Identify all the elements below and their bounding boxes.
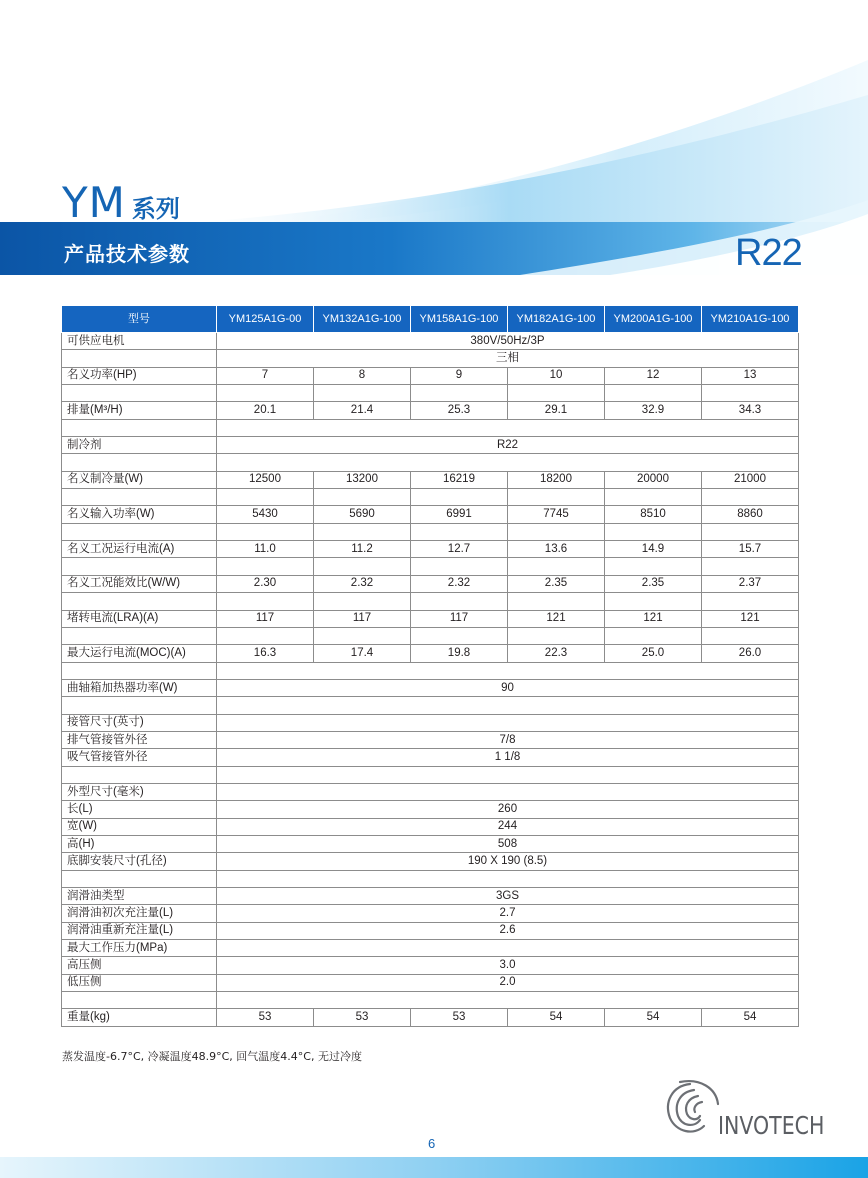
table-row	[62, 957, 799, 974]
row-value: 34.3	[702, 402, 799, 419]
row-label: 低压侧	[62, 974, 217, 991]
row-value	[605, 523, 702, 540]
header-model: YM132A1G-100	[314, 306, 411, 333]
table-row	[62, 471, 799, 488]
row-label	[62, 489, 217, 506]
row-shared-value: 三相	[217, 350, 799, 367]
row-shared-value: 2.6	[217, 922, 799, 939]
row-value: 8510	[605, 506, 702, 523]
row-value	[314, 523, 411, 540]
table-row	[62, 350, 799, 367]
table-row	[62, 367, 799, 384]
row-shared-value: 2.0	[217, 974, 799, 991]
row-value	[314, 385, 411, 402]
row-shared-value	[217, 697, 799, 714]
row-value: 22.3	[508, 645, 605, 662]
row-value	[508, 558, 605, 575]
row-value	[702, 558, 799, 575]
table-row	[62, 801, 799, 818]
table-row	[62, 506, 799, 523]
row-label: 底脚安装尺寸(孔径)	[62, 853, 217, 870]
row-shared-value: 7/8	[217, 731, 799, 748]
table-row	[62, 385, 799, 402]
row-value: 10	[508, 367, 605, 384]
row-value: 53	[314, 1009, 411, 1026]
row-shared-value: R22	[217, 437, 799, 454]
row-value	[702, 385, 799, 402]
row-label	[62, 992, 217, 1009]
header-model: YM158A1G-100	[411, 306, 508, 333]
row-value: 15.7	[702, 541, 799, 558]
row-value	[702, 523, 799, 540]
row-label: 堵转电流(LRA)(A)	[62, 610, 217, 627]
row-value	[217, 627, 314, 644]
row-value: 8860	[702, 506, 799, 523]
table-row	[62, 662, 799, 679]
row-shared-value: 1 1/8	[217, 749, 799, 766]
row-value: 121	[605, 610, 702, 627]
table-row	[62, 437, 799, 454]
row-value: 2.37	[702, 575, 799, 592]
row-label: 名义工况运行电流(A)	[62, 541, 217, 558]
row-label: 最大运行电流(MOC)(A)	[62, 645, 217, 662]
row-label: 润滑油初次充注量(L)	[62, 905, 217, 922]
row-value	[314, 558, 411, 575]
row-label	[62, 627, 217, 644]
row-value: 54	[702, 1009, 799, 1026]
row-value	[217, 593, 314, 610]
row-value: 16.3	[217, 645, 314, 662]
table-row	[62, 593, 799, 610]
test-conditions-note: 蒸发温度-6.7°C, 冷凝温度48.9°C, 回气温度4.4°C, 无过冷度	[62, 1050, 362, 1063]
table-row	[62, 558, 799, 575]
row-value: 7745	[508, 506, 605, 523]
table-row	[62, 783, 799, 800]
row-shared-value: 244	[217, 818, 799, 835]
row-value: 117	[314, 610, 411, 627]
row-shared-value	[217, 992, 799, 1009]
row-value: 6991	[411, 506, 508, 523]
row-value: 32.9	[605, 402, 702, 419]
row-value	[508, 489, 605, 506]
row-value	[314, 489, 411, 506]
row-value: 2.30	[217, 575, 314, 592]
row-label: 名义工况能效比(W/W)	[62, 575, 217, 592]
row-value: 2.32	[411, 575, 508, 592]
row-value	[605, 385, 702, 402]
row-value	[411, 593, 508, 610]
table-header-row	[62, 306, 799, 333]
header-model: YM125A1G-00	[217, 306, 314, 333]
table-row	[62, 992, 799, 1009]
table-row	[62, 402, 799, 419]
table-row	[62, 749, 799, 766]
table-row	[62, 766, 799, 783]
header-model: YM182A1G-100	[508, 306, 605, 333]
row-label: 曲轴箱加热器功率(W)	[62, 679, 217, 696]
row-shared-value: 2.7	[217, 905, 799, 922]
table-row	[62, 575, 799, 592]
row-label: 重量(kg)	[62, 1009, 217, 1026]
row-value: 53	[217, 1009, 314, 1026]
row-value: 54	[605, 1009, 702, 1026]
table-row	[62, 714, 799, 731]
row-value	[411, 385, 508, 402]
row-value: 19.8	[411, 645, 508, 662]
row-value	[605, 558, 702, 575]
row-shared-value	[217, 783, 799, 800]
table-row	[62, 870, 799, 887]
row-value: 2.32	[314, 575, 411, 592]
row-value: 121	[508, 610, 605, 627]
row-value	[411, 627, 508, 644]
table-row	[62, 905, 799, 922]
table-row	[62, 627, 799, 644]
row-shared-value: 508	[217, 835, 799, 852]
table-row	[62, 645, 799, 662]
row-label: 排量(M³/H)	[62, 402, 217, 419]
row-shared-value: 3.0	[217, 957, 799, 974]
row-shared-value	[217, 766, 799, 783]
row-shared-value	[217, 940, 799, 957]
row-value	[217, 489, 314, 506]
spec-table-body	[62, 333, 799, 1027]
row-value: 13.6	[508, 541, 605, 558]
table-row	[62, 922, 799, 939]
row-value: 21.4	[314, 402, 411, 419]
row-value: 14.9	[605, 541, 702, 558]
row-label: 名义功率(HP)	[62, 367, 217, 384]
row-label	[62, 419, 217, 436]
row-value: 2.35	[508, 575, 605, 592]
row-value	[605, 489, 702, 506]
row-label	[62, 697, 217, 714]
row-value: 9	[411, 367, 508, 384]
row-value: 13200	[314, 471, 411, 488]
row-label: 润滑油重新充注量(L)	[62, 922, 217, 939]
row-label: 排气管接管外径	[62, 731, 217, 748]
row-value: 20000	[605, 471, 702, 488]
header-model-label: 型号	[62, 306, 217, 333]
row-value: 117	[411, 610, 508, 627]
table-row	[62, 940, 799, 957]
row-value: 5430	[217, 506, 314, 523]
row-value: 16219	[411, 471, 508, 488]
table-row	[62, 454, 799, 471]
row-shared-value: 260	[217, 801, 799, 818]
row-label: 名义输入功率(W)	[62, 506, 217, 523]
row-label: 高(H)	[62, 835, 217, 852]
row-label	[62, 766, 217, 783]
series-suffix: 系列	[131, 195, 180, 223]
row-value	[314, 627, 411, 644]
row-shared-value	[217, 662, 799, 679]
row-value	[508, 523, 605, 540]
row-value: 5690	[314, 506, 411, 523]
row-label: 外型尺寸(毫米)	[62, 783, 217, 800]
row-value: 12	[605, 367, 702, 384]
row-shared-value	[217, 870, 799, 887]
row-shared-value	[217, 714, 799, 731]
row-value: 26.0	[702, 645, 799, 662]
row-shared-value: 190 X 190 (8.5)	[217, 853, 799, 870]
row-value: 7	[217, 367, 314, 384]
row-value	[605, 627, 702, 644]
row-shared-value	[217, 419, 799, 436]
table-row	[62, 1009, 799, 1026]
row-value	[217, 523, 314, 540]
row-label	[62, 454, 217, 471]
row-label: 吸气管接管外径	[62, 749, 217, 766]
row-value: 18200	[508, 471, 605, 488]
row-label: 最大工作压力(MPa)	[62, 940, 217, 957]
table-row	[62, 731, 799, 748]
row-value	[605, 593, 702, 610]
table-row	[62, 489, 799, 506]
row-value: 12500	[217, 471, 314, 488]
row-label	[62, 523, 217, 540]
row-value	[411, 523, 508, 540]
row-label: 制冷剂	[62, 437, 217, 454]
row-value	[411, 558, 508, 575]
row-shared-value: 3GS	[217, 888, 799, 905]
row-value: 11.2	[314, 541, 411, 558]
row-value: 13	[702, 367, 799, 384]
row-label	[62, 662, 217, 679]
row-value	[508, 593, 605, 610]
row-value: 11.0	[217, 541, 314, 558]
row-label: 名义制冷量(W)	[62, 471, 217, 488]
section-banner-title: 产品技术参数	[64, 242, 190, 266]
table-row	[62, 541, 799, 558]
row-value: 20.1	[217, 402, 314, 419]
footer-bar-graphic	[0, 1157, 868, 1178]
row-shared-value: 380V/50Hz/3P	[217, 333, 799, 350]
brand-logo-text: INVOTECH	[718, 1111, 825, 1140]
row-value: 54	[508, 1009, 605, 1026]
row-value	[508, 385, 605, 402]
row-label	[62, 870, 217, 887]
row-value: 25.3	[411, 402, 508, 419]
row-value	[702, 489, 799, 506]
page-number: 6	[428, 1136, 436, 1151]
row-label: 长(L)	[62, 801, 217, 818]
row-label: 高压侧	[62, 957, 217, 974]
row-label	[62, 350, 217, 367]
table-row	[62, 610, 799, 627]
header-model: YM200A1G-100	[605, 306, 702, 333]
row-value	[702, 627, 799, 644]
row-value: 121	[702, 610, 799, 627]
row-value: 2.35	[605, 575, 702, 592]
table-row	[62, 333, 799, 350]
row-value: 12.7	[411, 541, 508, 558]
row-value: 17.4	[314, 645, 411, 662]
row-label	[62, 593, 217, 610]
row-label: 润滑油类型	[62, 888, 217, 905]
refrigerant-badge: R22	[735, 232, 802, 274]
table-row	[62, 818, 799, 835]
table-row	[62, 697, 799, 714]
row-label: 宽(W)	[62, 818, 217, 835]
header-model: YM210A1G-100	[702, 306, 799, 333]
spec-table	[61, 305, 799, 1027]
row-value	[217, 558, 314, 575]
table-row	[62, 835, 799, 852]
row-value: 8	[314, 367, 411, 384]
table-row	[62, 974, 799, 991]
row-shared-value	[217, 454, 799, 471]
row-shared-value: 90	[217, 679, 799, 696]
row-value: 53	[411, 1009, 508, 1026]
row-value	[314, 593, 411, 610]
row-value	[508, 627, 605, 644]
row-value	[411, 489, 508, 506]
series-title	[62, 178, 180, 227]
table-row	[62, 853, 799, 870]
row-value: 25.0	[605, 645, 702, 662]
row-value: 29.1	[508, 402, 605, 419]
row-value: 21000	[702, 471, 799, 488]
row-label	[62, 385, 217, 402]
row-label: 接管尺寸(英寸)	[62, 714, 217, 731]
row-label: 可供应电机	[62, 333, 217, 350]
table-row	[62, 679, 799, 696]
table-row	[62, 419, 799, 436]
row-label	[62, 558, 217, 575]
row-value	[217, 385, 314, 402]
table-row	[62, 523, 799, 540]
row-value: 117	[217, 610, 314, 627]
row-value	[702, 593, 799, 610]
table-row	[62, 888, 799, 905]
series-name: YM	[62, 178, 126, 227]
